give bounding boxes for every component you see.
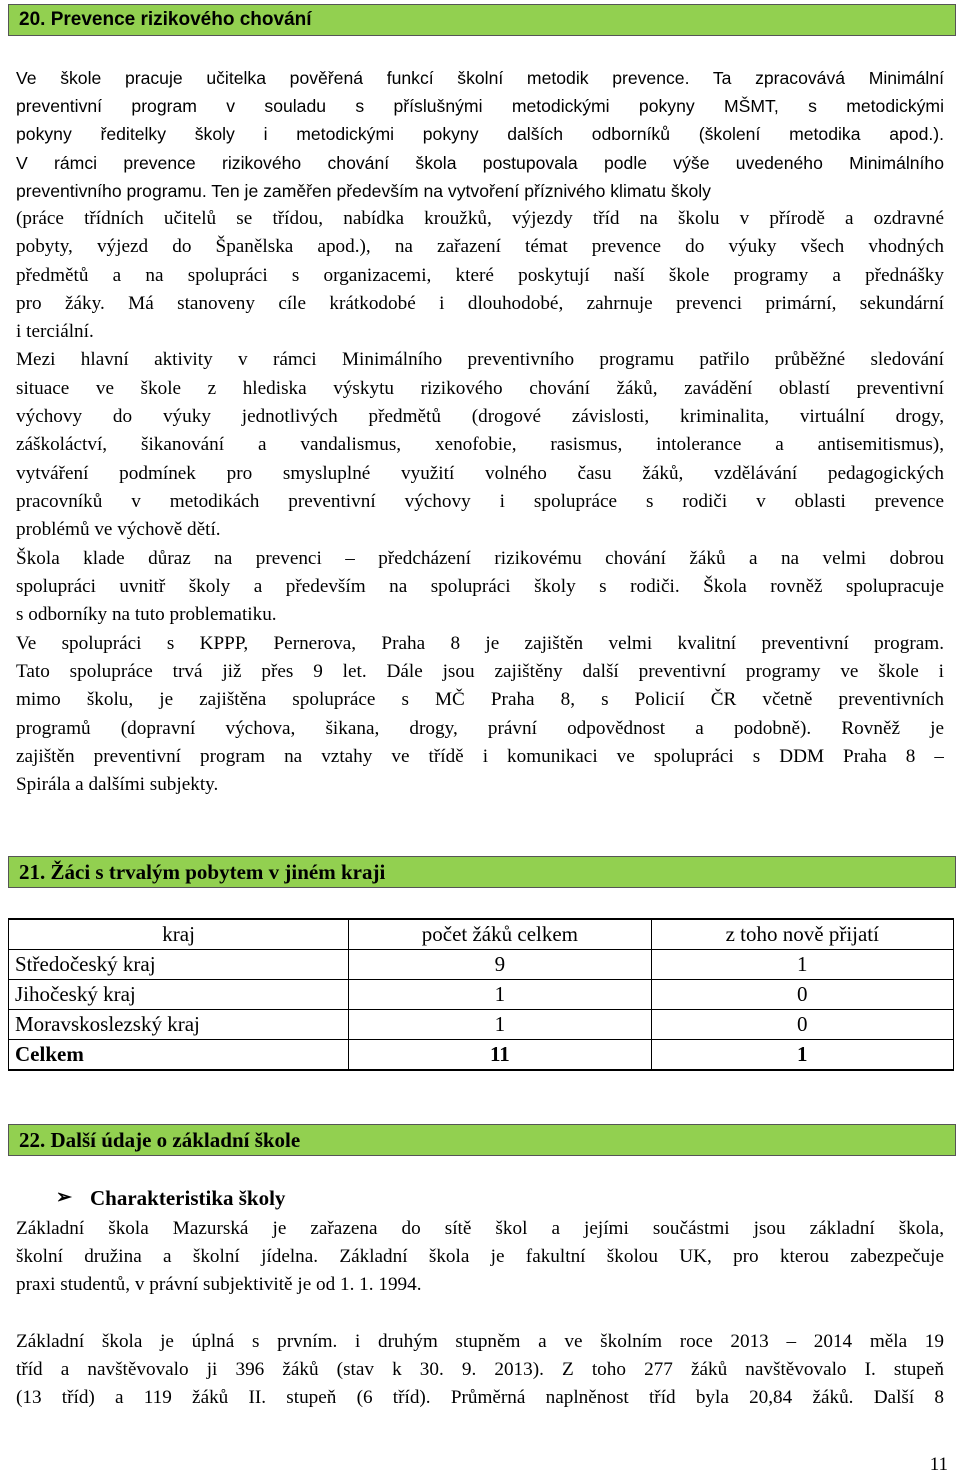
paragraph-line: Základní škola Mazurská je zařazena do sítě škol a jejími součástmi jsou základní škola, [16,1218,944,1239]
section-22-title: 22. Další údaje o základní škole [19,1128,301,1152]
paragraph-line: pro žáky. Má stanoveny cíle krátkodobé i dlouhodobé, zahrnuje prevenci primární, sekundární [16,293,944,314]
table-cell-nove: 0 [651,980,953,1010]
table-cell-pocet: 1 [349,1010,651,1040]
paragraph-line: tříd a navštěvovalo ji 396 žáků (stav k 30. 9. 2013). Z toho 277 žáků navštěvovalo I. stupeň [16,1359,944,1380]
paragraph-line: preventivního programu. Ten je zaměřen především na vytvoření příznivého klimatu školy [16,181,711,201]
paragraph-line: vytváření podmínek pro smysluplné využití volného času žáků, vzdělávání pedagogických [16,463,944,484]
arrowhead-bullet-icon: ➢ [56,1187,72,1208]
paragraph-line: (13 tříd) a 119 žáků II. stupeň (6 tříd). Průměrná naplněnost tříd byla 20,84 žáků. Další 8 [16,1387,944,1408]
paragraph-line: pracovníků v metodikách preventivní výchovy i spolupráce s rodiči v oblasti prevence [16,491,944,512]
paragraph-line: Mezi hlavní aktivity v rámci Minimálního preventivního programu patřilo průběžné sledování [16,349,944,370]
paragraph-line: zajištěn preventivní program na vztahy ve třídě i komunikaci ve spolupráci s DDM Praha 8 – [16,746,944,767]
section-20-header [8,4,956,36]
paragraph-line: školní družina a školní jídelna. Základní škola je fakultní školou UK, pro kterou zabezpečuje [16,1246,944,1267]
paragraph-line: Tato spolupráce trvá již přes 9 let. Dále jsou zajištěny další preventivní programy ve škole i [16,661,944,682]
paragraph-line: záškoláctví, šikanování a vandalismus, xenofobie, rasismus, intolerance a antisemitismus), [16,434,944,455]
paragraph-line: praxi studentů, v právní subjektivitě je od 1. 1. 1994. [16,1274,422,1295]
paragraph-line: situace ve škole z hlediska výskytu rizikového chování žáků, zavádění oblastí preventivní [16,378,944,399]
paragraph-line: mimo školu, je zajištěna spolupráce s MČ Praha 8, s Policií ČR včetně preventivních [16,689,944,710]
paragraph-line: Spirála a dalšími subjekty. [16,774,219,795]
section-21-header [8,856,956,888]
table-cell-kraj: Jihočeský kraj [9,980,349,1010]
paragraph-line: výchovy do výuky jednotlivých předmětů (drogové závislosti, kriminalita, virtuální drogy, [16,406,944,427]
paragraph-line: Ve škole pracuje učitelka pověřená funkcí školní metodik prevence. Ta zpracovává Minimální [16,68,944,88]
table-cell-total-pocet: 11 [349,1040,651,1071]
paragraph-line: pokyny ředitelky školy i metodickými pokyny dalších odborníků (školení metodika apod.). [16,124,944,144]
table-cell-total-nove: 1 [651,1040,953,1071]
page-number: 11 [929,1454,948,1475]
paragraph-line: pobyty, výjezd do Španělska apod.), na zařazení témat prevence do výuky všech vhodných [16,236,944,257]
regions-table [8,918,954,1071]
paragraph-line: (práce třídních učitelů se třídou, nabídka kroužků, výjezdy tříd na školu v přírodě a ozdravné [16,208,944,229]
table-cell-kraj: Moravskoslezský kraj [9,1010,349,1040]
table-cell-kraj: Středočeský kraj [9,950,349,980]
table-cell-nove: 0 [651,1010,953,1040]
table-cell-pocet: 1 [349,980,651,1010]
paragraph-line: problémů ve výchově dětí. [16,519,221,540]
paragraph-line: programů (dopravní výchova, šikana, drogy, právní odpovědnost a podobně). Rovněž je [16,718,944,739]
paragraph-line: spolupráci uvnitř školy a především na spolupráci školy s rodiči. Škola rovněž spolupracuje [16,576,944,597]
paragraph-line: s odborníky na tuto problematiku. [16,604,277,625]
table-total-row [9,1040,954,1071]
section-21-title: 21. Žáci s trvalým pobytem v jiném kraji [19,860,386,884]
column-header-pocet: počet žáků celkem [349,919,651,950]
paragraph-line: i terciální. [16,321,94,342]
table-cell-nove: 1 [651,950,953,980]
paragraph-line: předmětů a na spolupráci s organizacemi, které poskytují naší škole programy a přednášky [16,265,944,286]
table-cell-total-label: Celkem [9,1040,349,1071]
paragraph-line: Ve spolupráci s KPPP, Pernerova, Praha 8 je zajištěn velmi kvalitní preventivní program. [16,633,944,654]
paragraph-line: V rámci prevence rizikového chování škola postupovala podle výše uvedeného Minimálního [16,153,944,173]
table-row [9,950,954,980]
table-row [9,1010,954,1040]
paragraph-line: Škola klade důraz na prevenci – předcházení rizikovému chování žáků a na velmi dobrou [16,548,944,569]
column-header-kraj: kraj [9,919,349,950]
table-cell-pocet: 9 [349,950,651,980]
paragraph-line: Základní škola je úplná s prvním. i druhým stupněm a ve školním roce 2013 – 2014 měla 19 [16,1331,944,1352]
subheading-charakteristika: Charakteristika školy [90,1186,286,1210]
table-row [9,980,954,1010]
section-22-header [8,1124,956,1156]
table-header-row [9,919,954,950]
paragraph-line: preventivní program v souladu s příslušnými metodickými pokyny MŠMT, s metodickými [16,96,944,116]
section-20-title: 20. Prevence rizikového chování [19,9,312,30]
column-header-nove: z toho nově přijatí [651,919,953,950]
